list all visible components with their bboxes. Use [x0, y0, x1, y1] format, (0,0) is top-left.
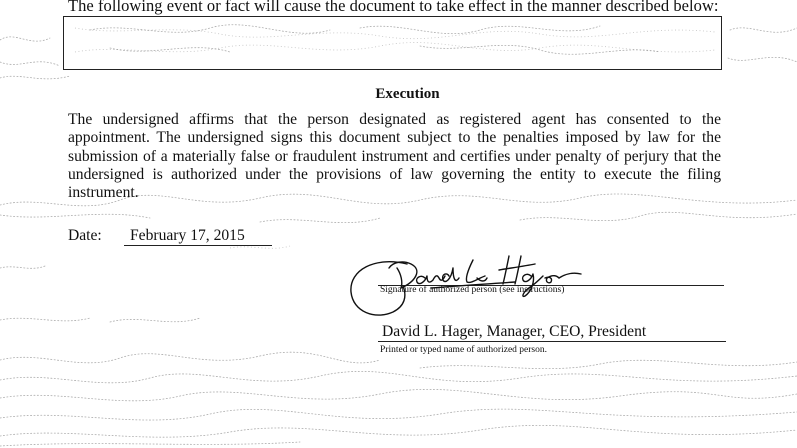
section-title-text: Execution — [375, 86, 440, 102]
section-title — [0, 86, 797, 103]
event-intro-text: The following event or fact will cause the document to take effect in the manner described below: — [68, 0, 719, 15]
printed-name-caption: Printed or typed name of authorized person. — [380, 345, 547, 355]
printed-name: David L. Hager, Manager, CEO, President — [378, 322, 726, 342]
signature-caption: Signature of authorized person (see instructions) — [380, 285, 565, 295]
date-label: Date: — [68, 227, 102, 244]
event-description-box — [63, 16, 722, 70]
execution-paragraph: The undersigned affirms that the person designated as registered agent has consented to the appointment. The undersigned signs this document subject to the penalties imposed by law for the submission of a materially false or fraudulent instrument and certifies under penalty of perjury that the undersigned is authorized under the provisions of law governing the entity to execute the filing instrument. — [68, 111, 721, 202]
date-value: February 17, 2015 — [124, 227, 272, 246]
handwritten-signature — [345, 248, 605, 323]
